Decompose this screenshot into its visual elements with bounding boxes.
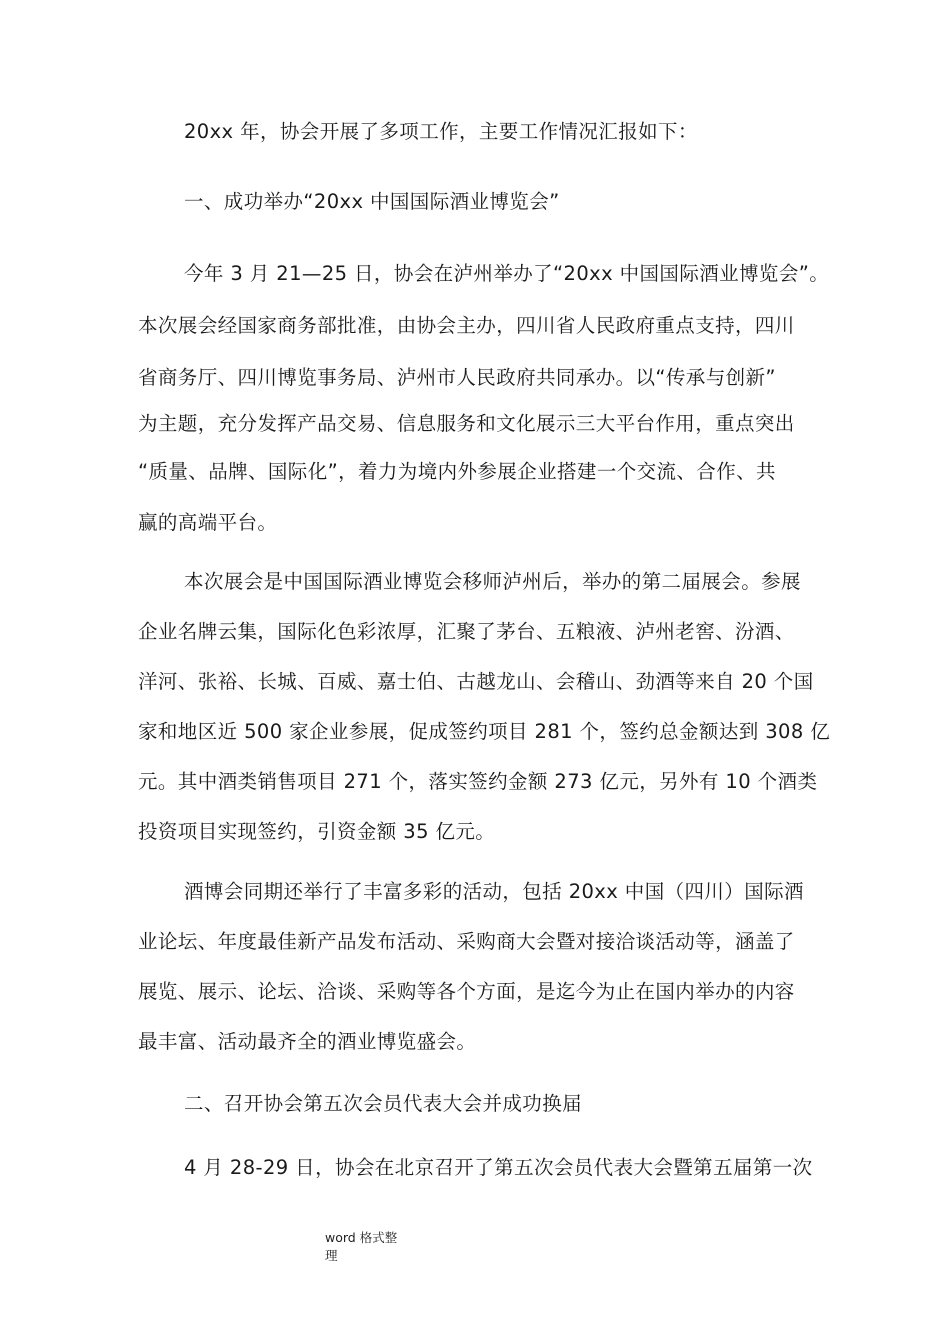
paragraph-3-line: 展览、展示、论坛、洽谈、采购等各个方面，是迄今为止在国内举办的内容 xyxy=(138,980,795,1003)
paragraph-3-line: 业论坛、年度最佳新产品发布活动、采购商大会暨对接洽谈活动等，涵盖了 xyxy=(138,930,795,953)
section-2-heading: 二、召开协会第五次会员代表大会并成功换届 xyxy=(184,1092,583,1115)
section-1-heading: 一、成功举办“20xx 中国国际酒业博览会” xyxy=(184,190,560,213)
page-footer: word 格式整理 xyxy=(325,1230,398,1263)
paragraph-1-line: 赢的高端平台。 xyxy=(138,511,278,534)
paragraph-3-line: 酒博会同期还举行了丰富多彩的活动，包括 20xx 中国（四川）国际酒 xyxy=(184,880,804,903)
intro-line: 20xx 年，协会开展了多项工作，主要工作情况汇报如下： xyxy=(184,120,698,143)
paragraph-2-line: 企业名牌云集，国际化色彩浓厚，汇聚了茅台、五粮液、泸州老窖、汾酒、 xyxy=(138,620,795,643)
paragraph-3-line: 最丰富、活动最齐全的酒业博览盛会。 xyxy=(138,1030,477,1053)
paragraph-1-line: “质量、品牌、国际化”，着力为境内外参展企业搭建一个交流、合作、共 xyxy=(138,460,776,483)
paragraph-1-line: 为主题，充分发挥产品交易、信息服务和文化展示三大平台作用，重点突出 xyxy=(138,412,795,435)
paragraph-1-line: 本次展会经国家商务部批准，由协会主办，四川省人民政府重点支持，四川 xyxy=(138,314,795,337)
paragraph-2-line: 本次展会是中国国际酒业博览会移师泸州后，举办的第二届展会。参展 xyxy=(184,570,801,593)
paragraph-2-line: 投资项目实现签约，引资金额 35 亿元。 xyxy=(138,820,496,843)
paragraph-4-line: 4 月 28-29 日，协会在北京召开了第五次会员代表大会暨第五届第一次 xyxy=(184,1156,813,1179)
paragraph-1-line: 省商务厅、四川博览事务局、泸州市人民政府共同承办。以“传承与创新” xyxy=(138,366,776,389)
paragraph-2-line: 元。其中酒类销售项目 271 个，落实签约金额 273 亿元，另外有 10 个酒类 xyxy=(138,770,818,793)
paragraph-2-line: 家和地区近 500 家企业参展，促成签约项目 281 个，签约总金额达到 308 亿 xyxy=(138,720,831,743)
paragraph-1-line: 今年 3 月 21—25 日，协会在泸州举办了“20xx 中国国际酒业博览会”。 xyxy=(184,262,830,285)
paragraph-2-line: 洋河、张裕、长城、百威、嘉士伯、古越龙山、会稽山、劲酒等来自 20 个国 xyxy=(138,670,814,693)
